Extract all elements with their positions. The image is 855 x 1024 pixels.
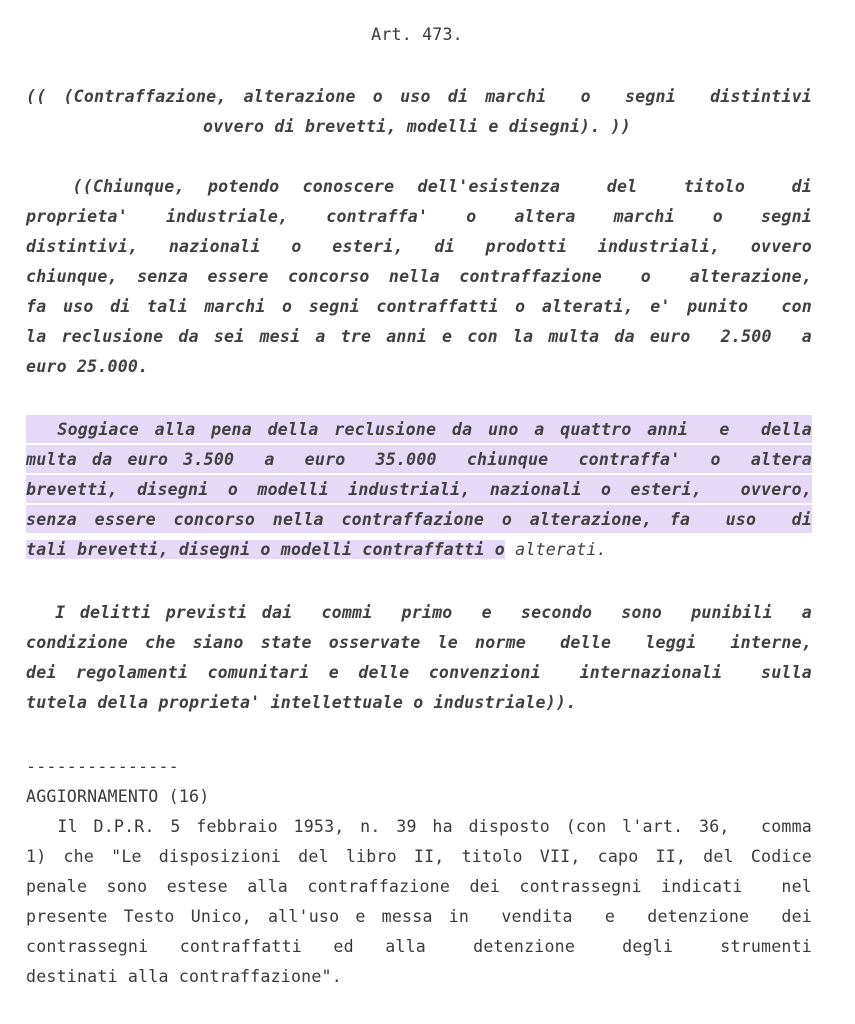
- article-title: Art. 473.: [371, 25, 463, 44]
- paragraph-3-line: I delitti previsti dai commi primo e secondo sono punibili a: [26, 603, 812, 622]
- paragraph-2-last-line: [26, 535, 607, 565]
- highlighted-line: brevetti, disegni o modelli industriali, nazionali o esteri, ovvero,: [26, 475, 812, 503]
- paragraph-1-line: ((Chiunque, potendo conoscere dell'esistenza del titolo di: [26, 177, 812, 196]
- paragraph-1-line: fa uso di tali marchi o segni contraffatti o alterati, e' punito con: [26, 297, 812, 316]
- paragraph-1-line: proprieta' industriale, contraffa' o altera marchi o segni: [26, 207, 812, 226]
- plain-fragment: alterati.: [504, 540, 607, 559]
- highlighted-fragment: tali brevetti, disegni o modelli contraffatti o: [26, 540, 505, 559]
- paragraph-1-line: chiunque, senza essere concorso nella contraffazione o alterazione,: [26, 267, 812, 286]
- paragraph-3-line: dei regolamenti comunitari e delle convenzioni internazionali sulla: [26, 663, 812, 682]
- update-line: destinati alla contraffazione".: [26, 967, 342, 986]
- paragraph-1-line: la reclusione da sei mesi a tre anni e con la multa da euro 2.500 a: [26, 327, 812, 346]
- paragraph-1-line: euro 25.000.: [26, 357, 149, 376]
- highlighted-line: multa da euro 3.500 a euro 35.000 chiunque contraffa' o altera: [26, 445, 812, 473]
- paragraph-3-line: condizione che siano state osservate le norme delle leggi interne,: [26, 633, 812, 652]
- paragraph-3-line: tutela della proprieta' intellettuale o industriale)).: [26, 693, 577, 712]
- update-line: 1) che "Le disposizioni del libro II, titolo VII, capo II, del Codice: [26, 847, 812, 866]
- highlighted-line: Soggiace alla pena della reclusione da uno a quattro anni e della: [26, 415, 812, 443]
- update-line: penale sono estese alla contraffazione dei contrassegni indicati nel: [26, 877, 812, 896]
- separator-line: ---------------: [26, 757, 179, 776]
- article-heading-line-1: (( (Contraffazione, alterazione o uso di marchi o segni distintivi: [26, 87, 812, 106]
- paragraph-1-line: distintivi, nazionali o esteri, di prodotti industriali, ovvero: [26, 237, 812, 256]
- update-line: Il D.P.R. 5 febbraio 1953, n. 39 ha disposto (con l'art. 36, comma: [26, 817, 812, 836]
- update-heading: AGGIORNAMENTO (16): [26, 787, 210, 806]
- highlighted-line: senza essere concorso nella contraffazione o alterazione, fa uso di: [26, 505, 812, 533]
- update-line: presente Testo Unico, all'uso e messa in vendita e detenzione dei: [26, 907, 812, 926]
- update-line: contrassegni contraffatti ed alla detenzione degli strumenti: [26, 937, 812, 956]
- article-heading-line-2: ovvero di brevetti, modelli e disegni). )): [203, 117, 631, 136]
